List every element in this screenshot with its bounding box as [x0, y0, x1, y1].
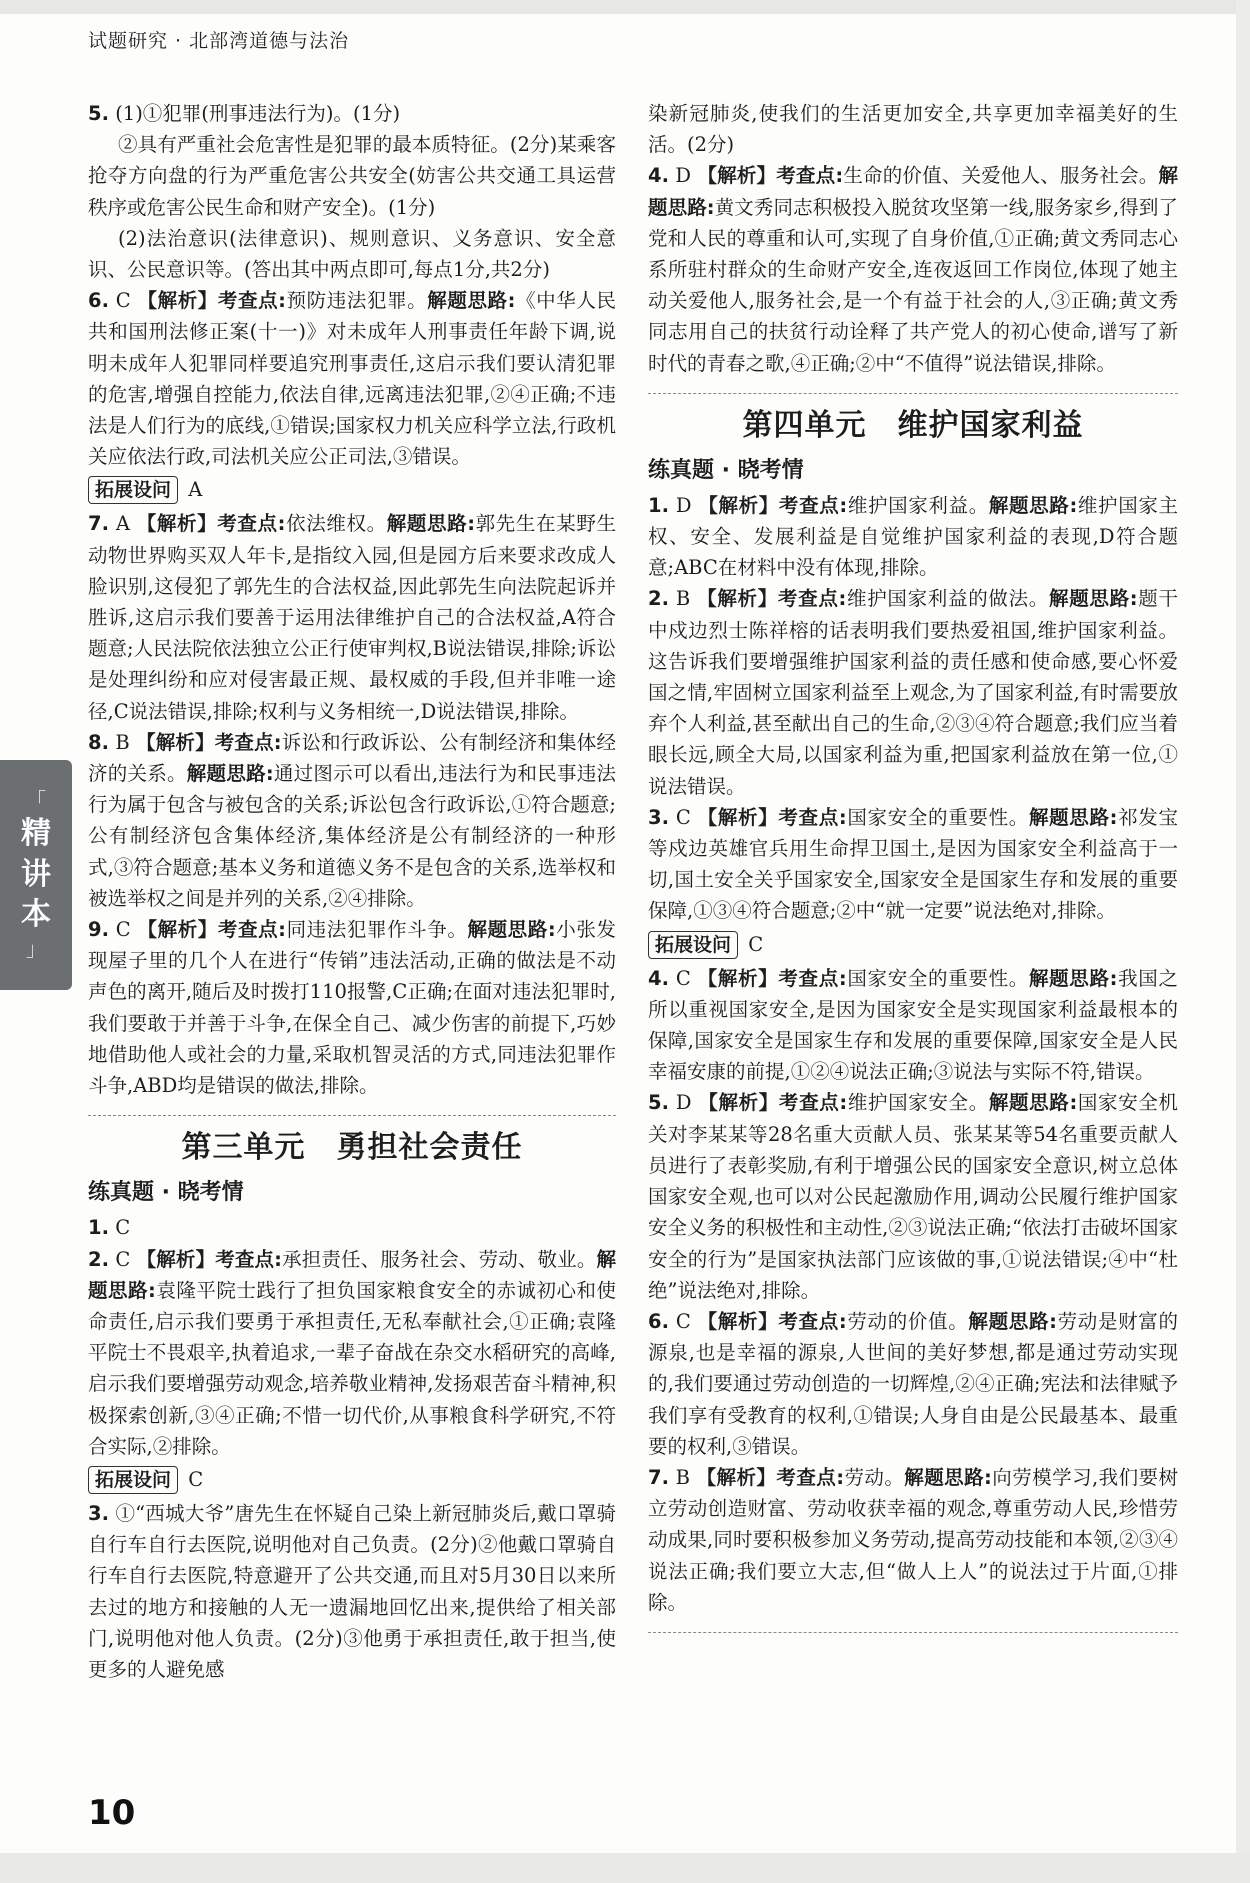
answer-text: ②具有严重社会危害性是犯罪的最本质特征。(2分)某乘客抢夺方向盘的行为严重危害公共安全(妨害公共交通工具运营秩序或危害公民生命和财产安全)。(1分)	[88, 133, 616, 219]
analysis-label: 【解析】考查点:	[137, 918, 286, 942]
side-tab-char: 讲	[21, 856, 51, 892]
solution-text: 郭先生在某野生动物世界购买双人年卡,是指纹入园,但是园方后来要求改成人脸识别,这侵犯了郭先生的合法权益,因此郭先生向法院起诉并胜诉,这启示我们要善于运用法律维护自己的合法权益,A符合题意;人民法院依法独立公正行使审判权,B说法错误,排除;诉讼是处理纠纷和应对侵害最正规、最权威的手段,但并非唯一途径,C说法错误,排除;权利与义务相统一,D说法错误,排除。	[88, 512, 616, 723]
question-number: 8.	[88, 730, 109, 754]
solution-label: 解题思路:	[427, 289, 516, 313]
question-number: 4.	[648, 966, 669, 990]
analysis-label: 【解析】考查点:	[696, 1465, 844, 1489]
question-number: 5.	[88, 102, 109, 125]
analysis-label: 【解析】考查点:	[698, 493, 848, 517]
unit4-answer-5	[648, 1087, 1178, 1305]
answer-5	[88, 98, 616, 285]
unit3-answer-3-continued	[648, 98, 1178, 160]
unit3-answer-4	[648, 160, 1178, 378]
answer-choice: C	[675, 966, 691, 990]
answer-8	[88, 727, 616, 914]
solution-label: 解题思路:	[467, 918, 556, 942]
answer-choice: B	[675, 587, 691, 611]
knowledge-point: 依法维权。	[285, 512, 387, 536]
unit3-answer-3	[88, 1498, 616, 1685]
side-tab-bracket-bottom: 」	[26, 936, 46, 961]
unit3-answer-2	[88, 1244, 616, 1496]
extension-answer: C	[188, 1467, 204, 1491]
side-tab-char: 本	[21, 897, 51, 933]
analysis-label: 【解析】考查点:	[136, 512, 286, 536]
extension-question	[88, 474, 616, 506]
answer-text: 染新冠肺炎,使我们的生活更加安全,共享更加幸福美好的生活。(2分)	[648, 102, 1178, 157]
solution-label: 解题思路:	[988, 1091, 1078, 1115]
unit4-answer-1	[648, 490, 1178, 584]
analysis-label: 【解析】考查点:	[697, 587, 847, 611]
solution-text: 劳动是财富的源泉,也是幸福的源泉,人世间的美好梦想,都是通过劳动实现的,我们要通过劳动创造的一切辉煌,②④正确;宪法和法律赋予我们享有受教育的权利,①错误;人身自由是公民最基本、最重要的权利,③错误。	[648, 1309, 1178, 1458]
question-number: 1.	[88, 1216, 109, 1240]
left-column	[88, 98, 616, 1685]
answer-6	[88, 285, 616, 506]
solution-label: 解题思路:	[968, 1309, 1057, 1333]
section-divider	[648, 1632, 1178, 1633]
section-divider	[648, 393, 1178, 394]
knowledge-point: 维护国家利益。	[847, 493, 989, 517]
question-number: 3.	[648, 805, 669, 829]
scan-border-bottom	[0, 1853, 1250, 1883]
side-tab	[0, 760, 72, 990]
analysis-label: 【解析】考查点:	[136, 1247, 282, 1271]
knowledge-point: 生命的价值、关爱他人、服务社会。	[843, 164, 1159, 188]
section-heading: 练真题 · 晓考情	[648, 457, 804, 483]
answer-choice: A	[115, 512, 130, 536]
answer-7	[88, 508, 616, 726]
extension-question	[88, 1464, 616, 1496]
solution-label: 解题思路:	[386, 512, 476, 536]
question-number: 6.	[88, 289, 109, 313]
question-number: 6.	[648, 1309, 669, 1333]
answer-choice: C	[115, 1247, 131, 1271]
extension-answer: C	[748, 932, 764, 956]
knowledge-point: 劳动的价值。	[846, 1309, 969, 1333]
solution-label: 解题思路:	[88, 1247, 616, 1302]
answer-choice: D	[675, 164, 692, 188]
solution-text: 祁发宝等戍边英雄官兵用生命捍卫国土,是因为国家安全利益高于一切,国土安全关乎国家安全,国家安全是国家生存和发展的重要保障,①③④符合题意;②中“就一定要”说法绝对,排除。	[648, 805, 1178, 923]
solution-text: 小张发现屋子里的几个人在进行“传销”违法活动,正确的做法是不动声色的离开,随后及时拨打110报警,C正确;在面对违法犯罪时,我们要敢于并善于斗争,在保全自己、减少伤害的前提下,巧妙地借助他人或社会的力量,采取机智灵活的方式,同违法犯罪作斗争,ABD均是错误的做法,排除。	[88, 918, 616, 1098]
answer-choice: C	[115, 918, 131, 942]
extension-question	[648, 929, 1178, 961]
solution-text: 通过图示可以看出,违法行为和民事违法行为属于包含与被包含的关系;诉讼包含行政诉讼,①符合题意;公有制经济包含集体经济,集体经济是公有制经济的一种形式,③符合题意;基本义务和道德义务不是包含的关系,选举权和被选举权之间是并列的关系,②④排除。	[88, 762, 616, 910]
analysis-label: 【解析】考查点:	[137, 289, 286, 313]
unit4-answer-4	[648, 963, 1178, 1088]
side-tab-bracket-top: 「	[26, 788, 46, 813]
section-heading: 练真题 · 晓考情	[88, 1180, 244, 1206]
question-number: 2.	[648, 587, 669, 611]
solution-text: 题干中戍边烈士陈祥榕的话表明我们要热爱祖国,维护国家利益。这告诉我们要增强维护国家利益的责任感和使命感,要心怀爱国之情,牢固树立国家利益至上观念,为了国家利益,有时需要放弃个人利益,甚至献出自己的生命,②③④符合题意;我们应当着眼长远,顾全大局,以国家利益为重,把国家利益放在第一位,①说法错误。	[648, 587, 1178, 798]
side-tab-char: 精	[21, 816, 51, 852]
answer-9	[88, 914, 616, 1101]
solution-label: 解题思路:	[1028, 805, 1118, 829]
unit4-answer-6	[648, 1306, 1178, 1462]
knowledge-point: 维护国家利益的做法。	[846, 587, 1049, 611]
answer-choice: D	[675, 493, 692, 517]
answer-choice: C	[675, 805, 691, 829]
knowledge-point: 同违法犯罪作斗争。	[285, 918, 468, 942]
analysis-label: 【解析】考查点:	[698, 1091, 848, 1115]
answer-choice: B	[115, 730, 130, 754]
solution-text: 我国之所以重视国家安全,是因为国家安全是实现国家利益最根本的保障,国家安全是国家生存和发展的重要保障,国家安全是人民幸福安康的前提,①②④说法正确;③说法与实际不符,错误。	[648, 966, 1178, 1084]
extension-answer: A	[188, 478, 203, 502]
extension-badge: 拓展设问	[648, 931, 738, 959]
extension-badge: 拓展设问	[88, 1466, 178, 1494]
question-number: 4.	[648, 164, 669, 188]
answer-text: (1)①犯罪(刑事违法行为)。(1分)	[115, 102, 401, 125]
scan-border-top	[0, 0, 1250, 14]
page-number: 10	[88, 1793, 136, 1833]
unit4-answer-3	[648, 802, 1178, 961]
extension-badge: 拓展设问	[88, 476, 178, 504]
unit-title: 第四单元 维护国家利益	[742, 407, 1084, 443]
question-number: 2.	[88, 1247, 109, 1271]
question-number: 9.	[88, 918, 109, 942]
solution-label: 解题思路:	[988, 493, 1078, 517]
knowledge-point: 预防违法犯罪。	[285, 289, 428, 313]
question-number: 7.	[88, 512, 109, 536]
answer-text: ①“西城大爷”唐先生在怀疑自己染上新冠肺炎后,戴口罩骑自行车自行去医院,说明他对自己负责。(2分)②他戴口罩骑自行车自行去医院,特意避开了公共交通,而且对5月30日以来所去过的地方和接触的人无一遗漏地回忆出来,提供给了相关部门,说明他对他人负责。(2分)③他勇于承担责任,敢于担当,使更多的人避免感	[88, 1501, 616, 1681]
question-number: 1.	[648, 493, 669, 517]
analysis-label: 【解析】考查点:	[697, 1309, 847, 1333]
right-column	[648, 98, 1178, 1643]
answer-choice: C	[675, 1309, 691, 1333]
unit-title: 第三单元 勇担社会责任	[181, 1130, 523, 1166]
question-number: 3.	[88, 1501, 109, 1525]
analysis-label: 【解析】考查点:	[697, 805, 847, 829]
question-number: 5.	[648, 1091, 669, 1115]
analysis-label: 【解析】考查点:	[697, 164, 844, 188]
scan-border-right	[1236, 0, 1250, 1883]
unit4-answer-2	[648, 583, 1178, 801]
solution-label: 解题思路:	[1028, 966, 1118, 990]
solution-label: 解题思路:	[648, 164, 1178, 219]
knowledge-point: 维护国家安全。	[847, 1091, 989, 1115]
answer-choice: D	[675, 1091, 692, 1115]
solution-text: 袁隆平院士践行了担负国家粮食安全的赤诚初心和使命责任,启示我们要勇于承担责任,无私奉献社会,①正确;袁隆平院士不畏艰辛,执着追求,一辈子奋战在杂交水稻研究的高峰,启示我们要增强劳动观念,培养敬业精神,发扬艰苦奋斗精神,积极探索创新,③④正确;不惜一切代价,从事粮食科学研究,不符合实际,②排除。	[88, 1278, 616, 1458]
answer-text: (2)法治意识(法律意识)、规则意识、义务意识、安全意识、公民意识等。(答出其中两点即可,每点1分,共2分)	[88, 226, 616, 282]
solution-label: 解题思路:	[186, 762, 274, 786]
knowledge-point: 诉讼和行政诉讼、公有制经济和集体经济的关系。	[88, 730, 616, 786]
knowledge-point: 承担责任、服务社会、劳动、敬业。	[281, 1247, 597, 1271]
knowledge-point: 国家安全的重要性。	[846, 966, 1029, 990]
analysis-label: 【解析】考查点:	[697, 966, 847, 990]
unit3-answer-1	[88, 1212, 616, 1243]
answer-choice: B	[675, 1465, 690, 1489]
solution-text: 黄文秀同志积极投入脱贫攻坚第一线,服务家乡,得到了党和人民的尊重和认可,实现了自身价值,①正确;黄文秀同志心系所驻村群众的生命财产安全,连夜返回工作岗位,体现了她主动关爱他人,服务社会,是一个有益于社会的人,③正确;黄文秀同志用自己的扶贫行动诠释了共产党人的初心使命,谱写了新时代的青春之歌,④正确;②中“不值得”说法错误,排除。	[648, 195, 1178, 375]
solution-label: 解题思路:	[1049, 587, 1138, 611]
running-header: 试题研究 · 北部湾道德与法治	[88, 30, 350, 52]
question-number: 7.	[648, 1465, 669, 1489]
solution-text: 国家安全机关对李某某等28名重大贡献人员、张某某等54名重要贡献人员进行了表彰奖励,有利于增强公民的国家安全意识,树立总体国家安全观,也可以对公民起激励作用,调动公民履行维护国家安全义务的积极性和主动性,②③说法正确;“依法打击破坏国家安全的行为”是国家执法部门应该做的事,①说法错误;④中“杜绝”说法绝对,排除。	[648, 1091, 1178, 1302]
solution-text: 维护国家主权、安全、发展利益是自觉维护国家利益的表现,D符合题意;ABC在材料中没有体现,排除。	[648, 493, 1178, 580]
unit4-answer-7	[648, 1462, 1178, 1618]
answer-choice: C	[115, 289, 131, 313]
answer-choice: C	[115, 1216, 131, 1240]
knowledge-point: 劳动。	[844, 1465, 905, 1489]
section-divider	[88, 1115, 616, 1116]
solution-label: 解题思路:	[904, 1465, 992, 1489]
solution-text: 向劳模学习,我们要树立劳动创造财富、劳动收获幸福的观念,尊重劳动人民,珍惜劳动成果,同时要积极参加义务劳动,提高劳动技能和本领,②③④说法正确;我们要立大志,但“做人上人”的说法过于片面,①排除。	[648, 1465, 1178, 1614]
solution-text: 《中华人民共和国刑法修正案(十一)》对未成年人刑事责任年龄下调,说明未成年人犯罪同样要追究刑事责任,这启示我们要认清犯罪的危害,增强自控能力,依法自律,远离违法犯罪,②④正确;不违法是人们行为的底线,①错误;国家权力机关应科学立法,行政机关应依法行政,司法机关应公正司法,③错误。	[88, 289, 616, 469]
analysis-label: 【解析】考查点:	[136, 730, 282, 754]
knowledge-point: 国家安全的重要性。	[846, 805, 1029, 829]
